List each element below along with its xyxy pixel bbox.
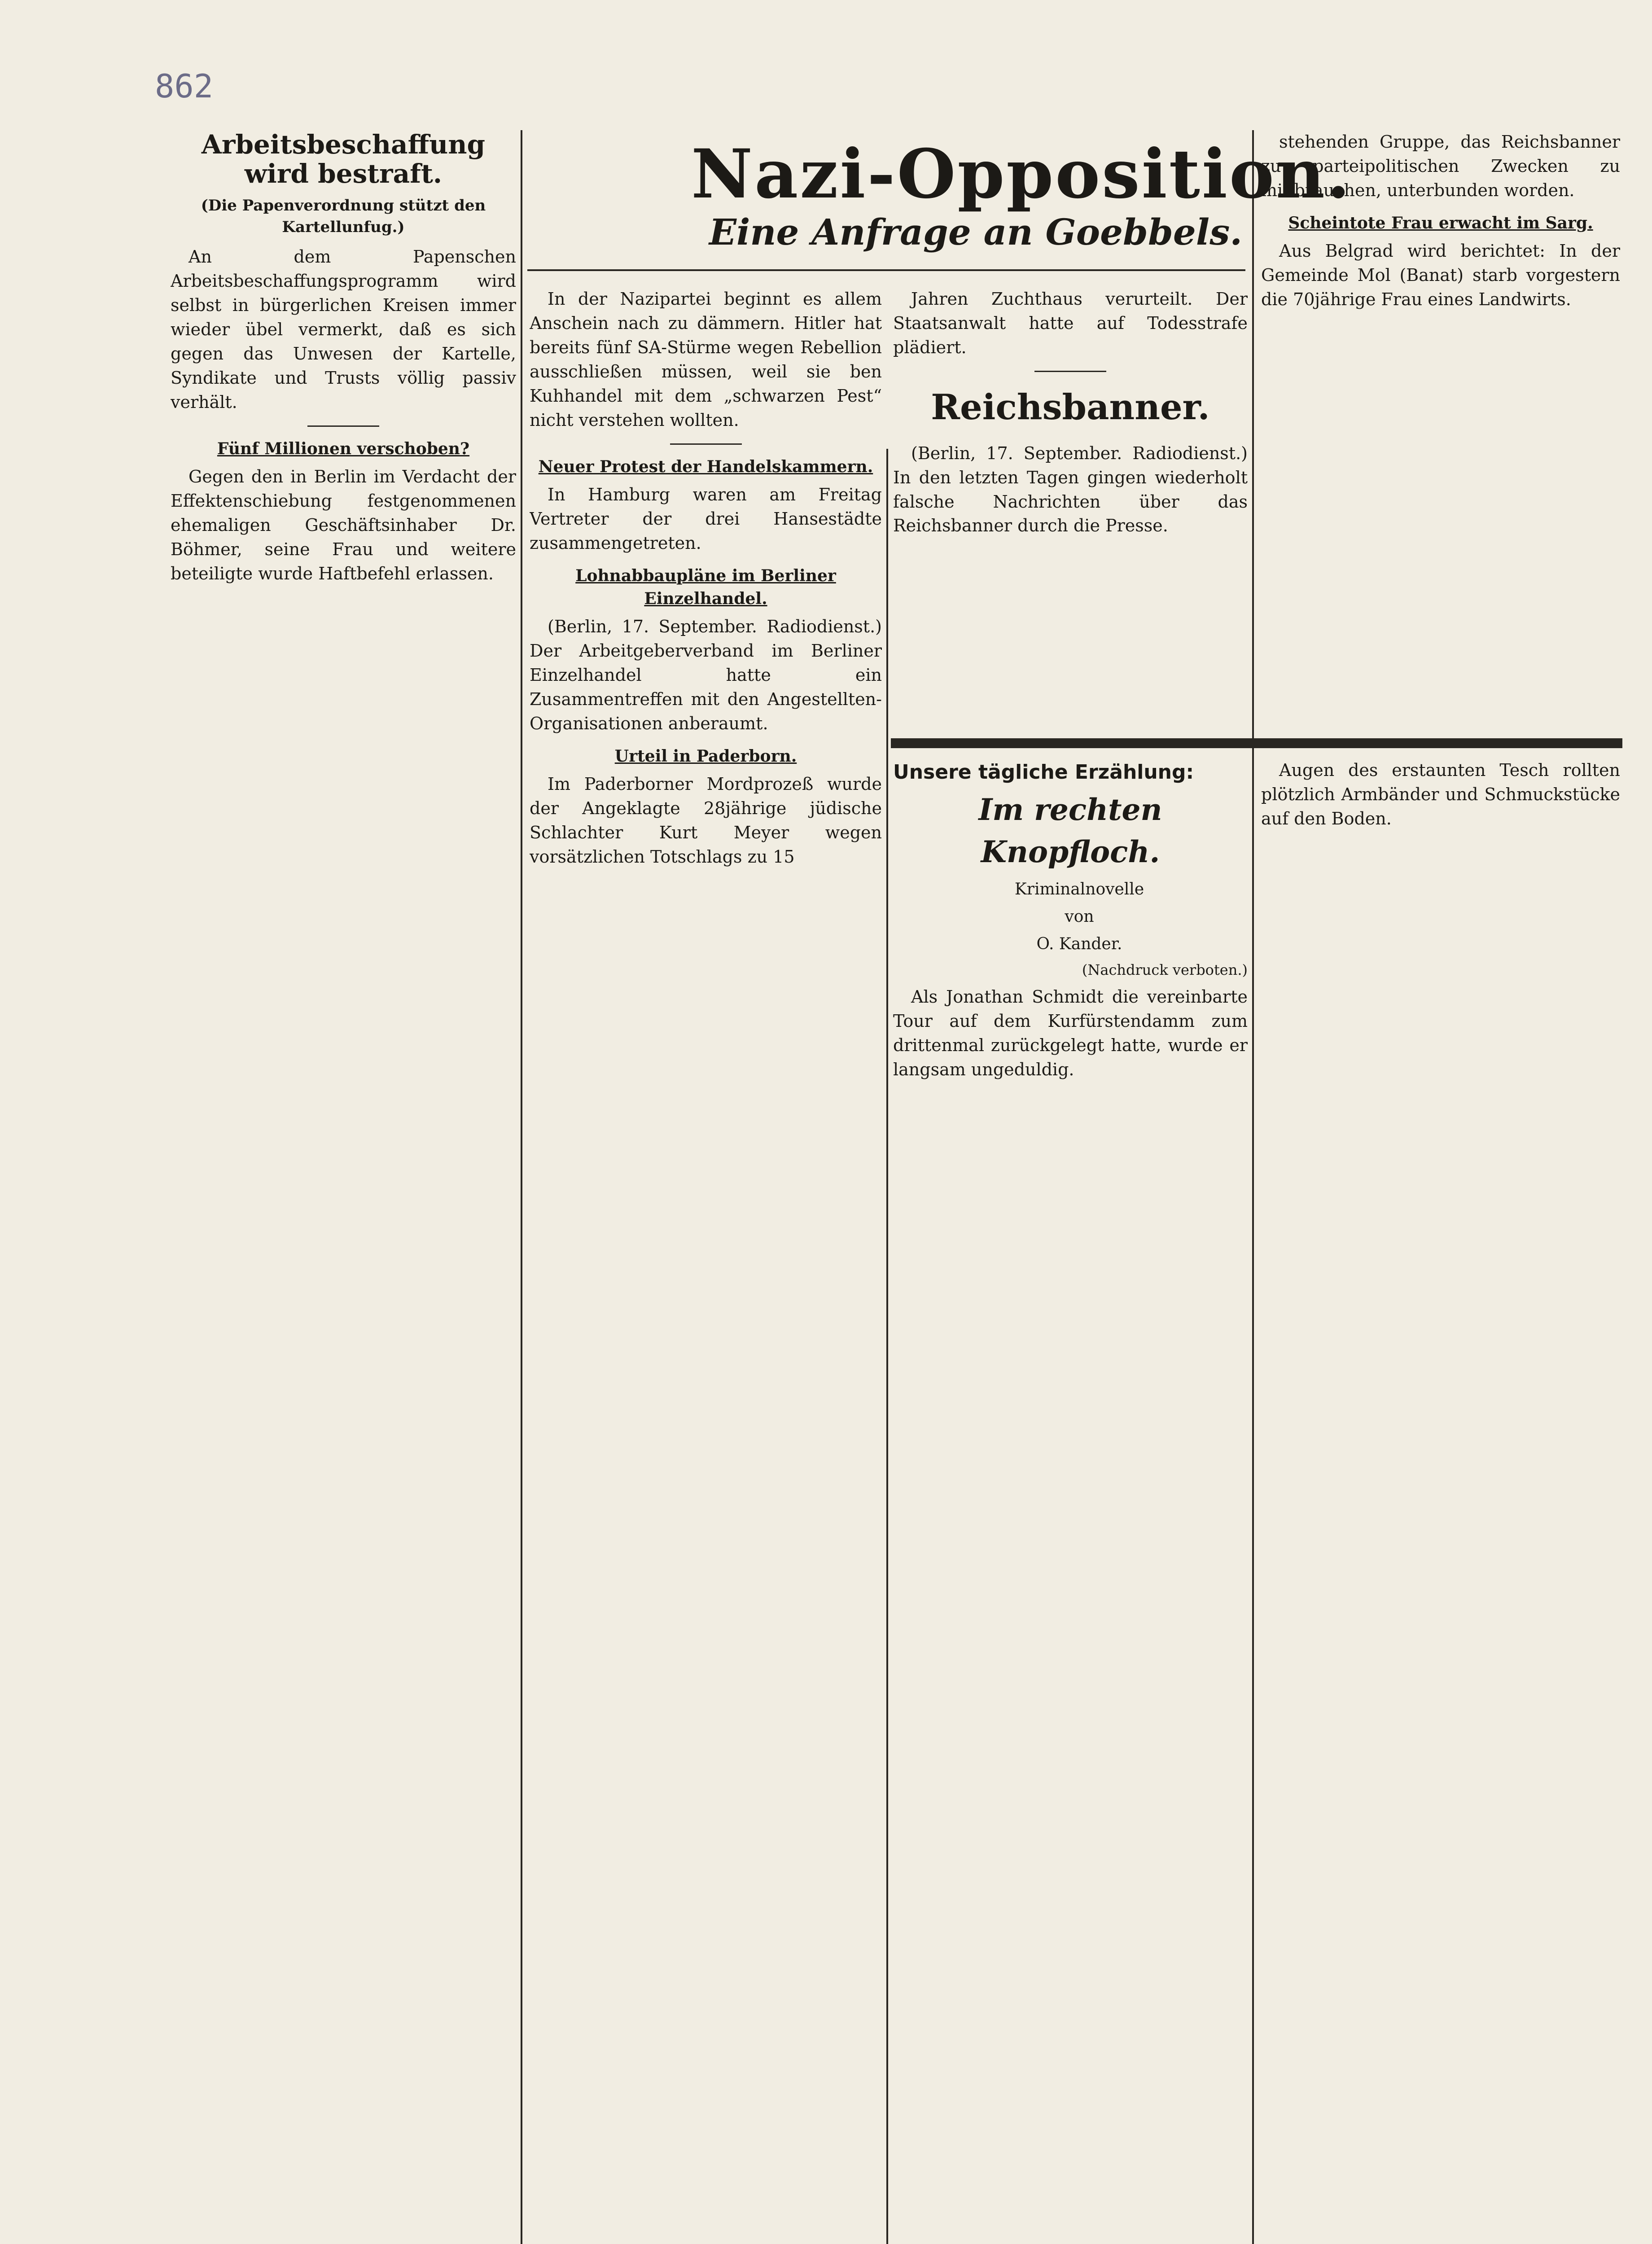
headline-reichsbanner: Reichsbanner. — [931, 386, 1210, 428]
article-continuation: stehenden Gruppe, das Reichsbanner zu parteipolitischen Zwecken zu mißbrauchen, unterbunden worden. — [1261, 132, 1620, 200]
story-author: O. Kander. — [1036, 935, 1122, 954]
story-column-right — [1261, 758, 1620, 2244]
story-band — [891, 738, 1622, 748]
center-left-column — [530, 287, 882, 2244]
page-number: 862 — [155, 67, 214, 105]
column-rule — [1252, 130, 1254, 2244]
story-note: (Nachdruck verboten.) — [1082, 961, 1248, 979]
separator — [307, 425, 379, 427]
story-von: von — [1065, 907, 1094, 926]
column-rule — [886, 449, 888, 2244]
column-rule — [521, 130, 522, 2244]
story-continuation: Augen des erstaunten Tesch rollten plötzlich Armbänder und Schmuckstücke auf den Boden. — [1261, 760, 1620, 828]
deck: (Die Papenverordnung stützt den Kartellunfug.) — [201, 196, 486, 237]
separator — [1034, 371, 1106, 372]
article-lead: Aus Belgrad wird berichtet: In der Gemeinde Mol (Banat) starb vorgestern die 70jährige Frau eines Landwirts. — [1261, 241, 1620, 309]
main-subheadline: Eine Anfrage an Goebbels. — [709, 211, 1243, 253]
main-headline: Nazi-Opposition. — [691, 135, 1352, 214]
article-lead: Gegen den in Berlin im Verdacht der Effektenschiebung festgenommenen ehemaligen Geschäftsinhaber Dr. Böhmer, seine Frau und weitere beteiligte wurde Haftbefehl erlassen. — [171, 467, 516, 584]
article-lead: (Berlin, 17. September. Radiodienst.) In den letzten Tagen gingen wiederholt falsche Nachrichten über das Reichsbanner durch die Presse. — [893, 443, 1248, 536]
separator — [670, 443, 742, 445]
article-lead: (Berlin, 17. September. Radiodienst.) Der Arbeitgeberverband im Berliner Einzelhandel hatte ein Zusammentreffen mit den Angestellten-Organisationen anberaumt. — [530, 616, 882, 733]
article-lead: An dem Papenschen Arbeitsbeschaffungsprogramm wird selbst in bürgerlichen Kreisen immer wieder übel vermerkt, daß es sich gegen das Unwesen der Kartelle, Syndikate und Trusts völlig passiv verhält. — [171, 247, 516, 412]
headline-rule — [527, 269, 1245, 271]
sub-headline-fuenf-millionen: Fünf Millionen verschoben? — [217, 439, 470, 459]
story-column-left — [893, 758, 1248, 2244]
story-genre: Kriminalnovelle — [1014, 880, 1144, 898]
headline-einzelhandel: Lohnabbaupläne im Berliner Einzelhandel. — [575, 566, 836, 608]
right-column-top — [1261, 130, 1620, 727]
article-lead: Im Paderborner Mordprozeß wurde der Angeklagte 28jährige jüdische Schlachter Kurt Meyer wegen vorsätzlichen Totschlags zu 15 — [530, 774, 882, 867]
story-lead: Als Jonathan Schmidt die vereinbarte Tour auf dem Kurfürstendamm zum drittenmal zurückgelegt hatte, wurde er langsam ungeduldig. — [893, 986, 1248, 1079]
center-right-column — [893, 287, 1248, 736]
headline-paderborn: Urteil in Paderborn. — [614, 746, 797, 766]
headline-handelskammern: Neuer Protest der Handelskammern. — [538, 457, 873, 476]
article-lead: In Hamburg waren am Freitag Vertreter der drei Hansestädte zusammengetreten. — [530, 484, 882, 553]
article-lead: In der Nazipartei beginnt es allem Anschein nach zu dämmern. Hitler hat bereits fünf SA-Stürme wegen Rebellion ausschließen müssen, weil sie ben Kuhhandel mit dem „schwarzen Pest“ nicht verstehen wollten. — [530, 289, 882, 430]
left-column — [171, 130, 516, 2244]
article-continuation: Jahren Zuchthaus verurteilt. Der Staatsanwalt hatte auf Todesstrafe plädiert. — [893, 289, 1248, 357]
story-label: Unsere tägliche Erzählung: — [893, 761, 1194, 784]
sub-headline-scheintote-frau: Scheintote Frau erwacht im Sarg. — [1288, 213, 1593, 232]
headline-arbeitsbeschaffung: Arbeitsbeschaffung wird bestraft. — [201, 130, 486, 189]
story-title: Im rechten Knopfloch. — [978, 792, 1162, 870]
